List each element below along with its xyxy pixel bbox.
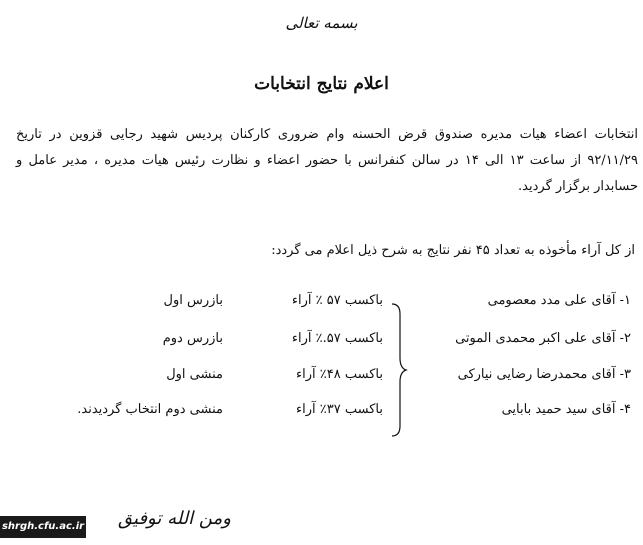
result-votes: باکسب ۵۷.٪ آراء xyxy=(291,331,383,346)
site-watermark: shrgh.cfu.ac.ir xyxy=(0,516,86,538)
result-votes: باکسب ۳۷٪ آراء xyxy=(296,402,383,417)
result-votes: باکسب ۵۷ ٪ آراء xyxy=(291,293,383,308)
result-votes: باکسب ۴۸٪ آراء xyxy=(296,367,383,382)
result-name: ۲- آقای علی اکبر محمدی الموتی xyxy=(455,331,631,346)
result-name: ۱- آقای علی مدد معصومی xyxy=(487,293,631,308)
document-title: اعلام نتایج انتخابات xyxy=(254,74,389,94)
result-role: بازرس دوم xyxy=(162,331,223,346)
result-name: ۳- آقای محمدرضا رضایی نیارکی xyxy=(457,367,631,382)
closing-phrase: ومن الله توفیق xyxy=(118,508,231,529)
result-role: بازرس اول xyxy=(163,293,223,308)
result-role: منشی اول xyxy=(166,367,223,382)
basmala-heading: بسمه تعالی xyxy=(285,14,358,32)
results-intro: از کل آراء مأخوذه به تعداد ۴۵ نفر نتایج به شرح ذیل اعلام می گردد: xyxy=(271,243,635,258)
intro-paragraph: انتخابات اعضاء هیات مدیره صندوق قرض الحسنه وام ضروری کارکنان پردیس شهید رجایی قزوین در تاریخ ۹۲/۱۱/۲۹ از ساعت ۱۳ الی ۱۴ در سالن کنفرانس با حضور اعضاء و نظارت رئیس هیات مدیره ، مدیر عامل و حسابدار برگزار گردید. xyxy=(16,127,638,194)
result-role: منشی دوم انتخاب گردیدند. xyxy=(77,402,223,417)
grouping-brace xyxy=(384,302,408,438)
result-name: ۴- آقای سید حمید بابایی xyxy=(501,402,631,417)
